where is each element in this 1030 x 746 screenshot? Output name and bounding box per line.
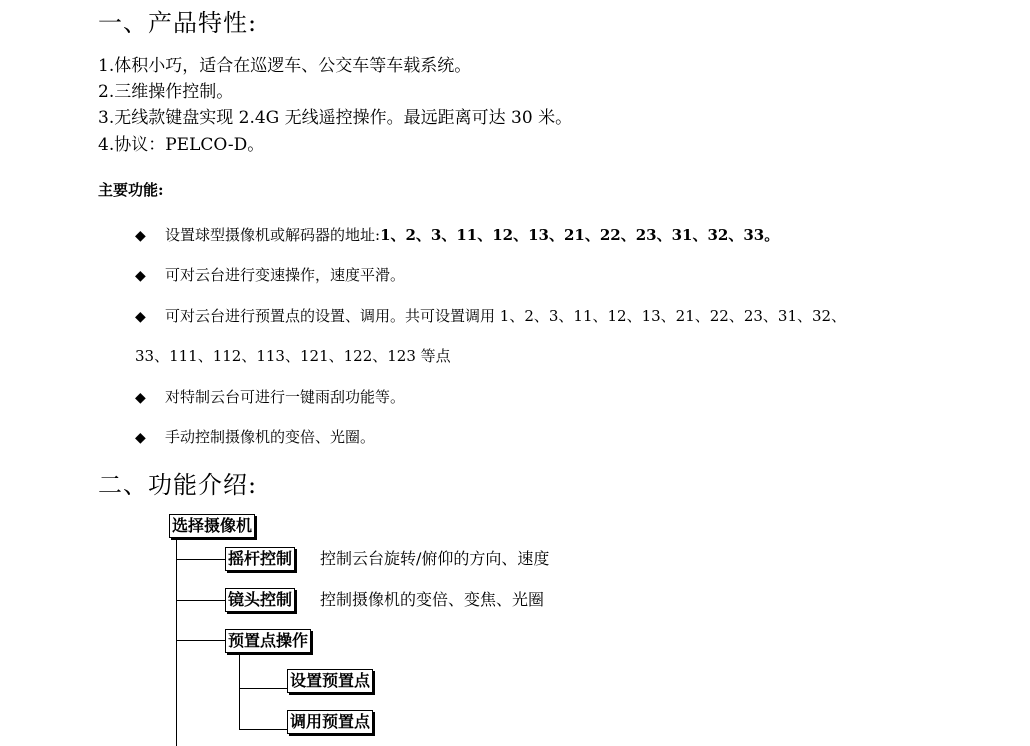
function-bullet-1: [135, 225, 779, 246]
section1-title: 一、产品特性:: [98, 9, 258, 37]
diamond-bullet-icon: ◆: [135, 228, 146, 244]
preset-operation-box: 预置点操作: [225, 629, 311, 653]
function-bullet-5-text: 手动控制摄像机的变倍、光圈。: [165, 428, 376, 446]
function-bullet-4: [135, 387, 405, 408]
function-bullet-1-text: 设置球型摄像机或解码器的地址:: [165, 226, 381, 244]
joystick-control-desc: 控制云台旋转/俯仰的方向、速度: [320, 549, 550, 568]
section2-title: 二、功能介绍:: [98, 471, 258, 499]
feature-item-1: 1.体积小巧，适合在巡逻车、公交车等车载系统。: [98, 56, 472, 76]
function-bullet-3-text: 可对云台进行预置点的设置、调用。共可设置调用 1、2、3、11、12、13、21、22、23、31、32、: [165, 307, 847, 325]
main-functions-heading: 主要功能:: [98, 181, 164, 199]
preset-subtree-line: [239, 654, 240, 730]
tree-branch-preset-call: [239, 729, 287, 730]
diamond-bullet-icon: ◆: [135, 309, 146, 325]
select-camera-box: 选择摄像机: [169, 514, 255, 538]
feature-item-4: 4.协议：PELCO-D。: [98, 135, 265, 155]
function-bullet-3-continuation: 33、111、112、113、121、122、123 等点: [135, 347, 451, 365]
function-bullet-4-text: 对特制云台可进行一键雨刮功能等。: [165, 388, 406, 406]
diamond-bullet-icon: ◆: [135, 430, 146, 446]
function-bullet-5: [135, 427, 375, 448]
diamond-bullet-icon: ◆: [135, 268, 146, 284]
joystick-control-box: 摇杆控制: [225, 547, 295, 571]
function-bullet-3: [135, 306, 846, 327]
tree-branch-joystick: [176, 559, 226, 560]
feature-item-3: 3.无线款键盘实现 2.4G 无线遥控操作。最远距离可达 30 米。: [98, 108, 573, 128]
function-bullet-2-text: 可对云台进行变速操作，速度平滑。: [165, 266, 406, 284]
set-preset-box: 设置预置点: [287, 669, 373, 693]
tree-branch-preset: [176, 640, 226, 641]
tree-branch-lens: [176, 600, 226, 601]
diamond-bullet-icon: ◆: [135, 390, 146, 406]
lens-control-box: 镜头控制: [225, 588, 295, 612]
tree-branch-preset-set: [239, 688, 287, 689]
call-preset-box: 调用预置点: [287, 710, 373, 734]
lens-control-desc: 控制摄像机的变倍、变焦、光圈: [320, 590, 545, 609]
function-bullet-2: [135, 265, 405, 286]
tree-trunk-line: [176, 538, 177, 746]
function-bullet-1-addresses: 1、2、3、11、12、13、21、22、23、31、32、33。: [380, 226, 780, 244]
feature-item-2: 2.三维操作控制。: [98, 82, 234, 102]
